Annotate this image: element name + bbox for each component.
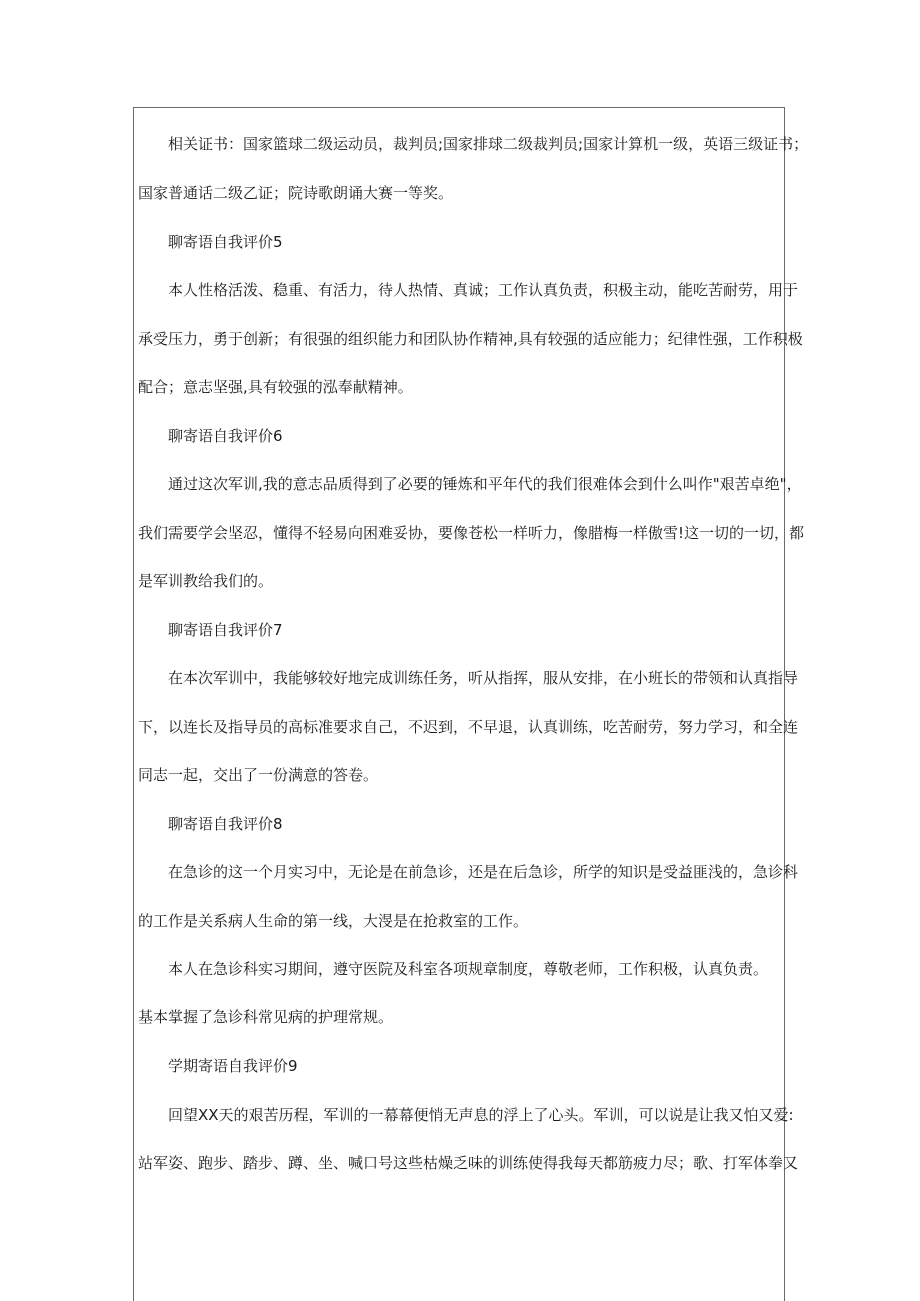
text-line: 配合；意志坚强,具有较强的泓奉献精神。 bbox=[138, 378, 413, 396]
text-line: 站军姿、跑步、踏步、蹲、坐、喊口号这些枯燥乏味的训练使得我每天都筋疲力尽；歌、打军体拳又 bbox=[138, 1154, 799, 1172]
text-line: 是军训教给我们的。 bbox=[138, 572, 274, 590]
section-heading: 聊寄语自我评价6 bbox=[168, 427, 283, 445]
text-line: 国家普通话二级乙证；院诗歌朗诵大赛一等奖。 bbox=[138, 184, 454, 202]
text-line: 在本次军训中，我能够较好地完成训练任务，听从指挥，服从安排，在小班长的带领和认真指导 bbox=[168, 669, 799, 687]
text-line: 我们需要学会坚忍，懂得不轻易向困难妥协，要像苍松一样听力，像腊梅一样傲雪!这一切的一切，都 bbox=[138, 524, 805, 542]
text-line: 基本掌握了急诊科常见病的护理常规。 bbox=[138, 1008, 394, 1026]
text-line: 本人在急诊科实习期间，遵守医院及科室各项规章制度，尊敬老师，工作积极，认真负责。 bbox=[168, 960, 769, 978]
text-line: 本人性格活泼、稳重、有活力，待人热情、真诚；工作认真负责，积极主动，能吃苦耐劳，用于 bbox=[168, 281, 799, 299]
text-line: 承受压力，勇于创新；有很强的组织能力和团队协作精神,具有较强的适应能力；纪律性强，工作积极 bbox=[138, 330, 803, 348]
section-heading: 聊寄语自我评价5 bbox=[168, 233, 283, 251]
section-heading: 聊寄语自我评价7 bbox=[168, 621, 283, 639]
document-page bbox=[133, 107, 809, 1301]
section-heading: 学期寄语自我评价9 bbox=[168, 1057, 298, 1075]
text-line: 的工作是关系病人生命的第一线，大渂是在抢救室的工作。 bbox=[138, 912, 529, 930]
text-line: 回望XX天的艰苦历程，军训的一幕幕便悄无声息的浮上了心头。军训，可以说是让我又怕又爱: bbox=[168, 1106, 794, 1124]
text-line: 相关证书：国家篮球二级运动员，裁判员;国家排球二级裁判员;国家计算机一级，英语三级证书； bbox=[168, 135, 809, 153]
text-line: 通过这次军训,我的意志品质得到了必要的锤炼和平年代的我们很难体会到什么叫作"艰苦卓绝"， bbox=[168, 475, 802, 493]
text-line: 在急诊的这一个月实习中，无论是在前急诊，还是在后急诊，所学的知识是受益匪浅的，急诊科 bbox=[168, 863, 799, 881]
text-line: 下，以连长及指导员的高标准要求自己，不迟到，不早退，认真训练，吃苦耐劳，努力学习，和全连 bbox=[138, 718, 799, 736]
section-heading: 聊寄语自我评价8 bbox=[168, 815, 283, 833]
text-line: 同志一起，交出了一份满意的答卷。 bbox=[138, 766, 379, 784]
